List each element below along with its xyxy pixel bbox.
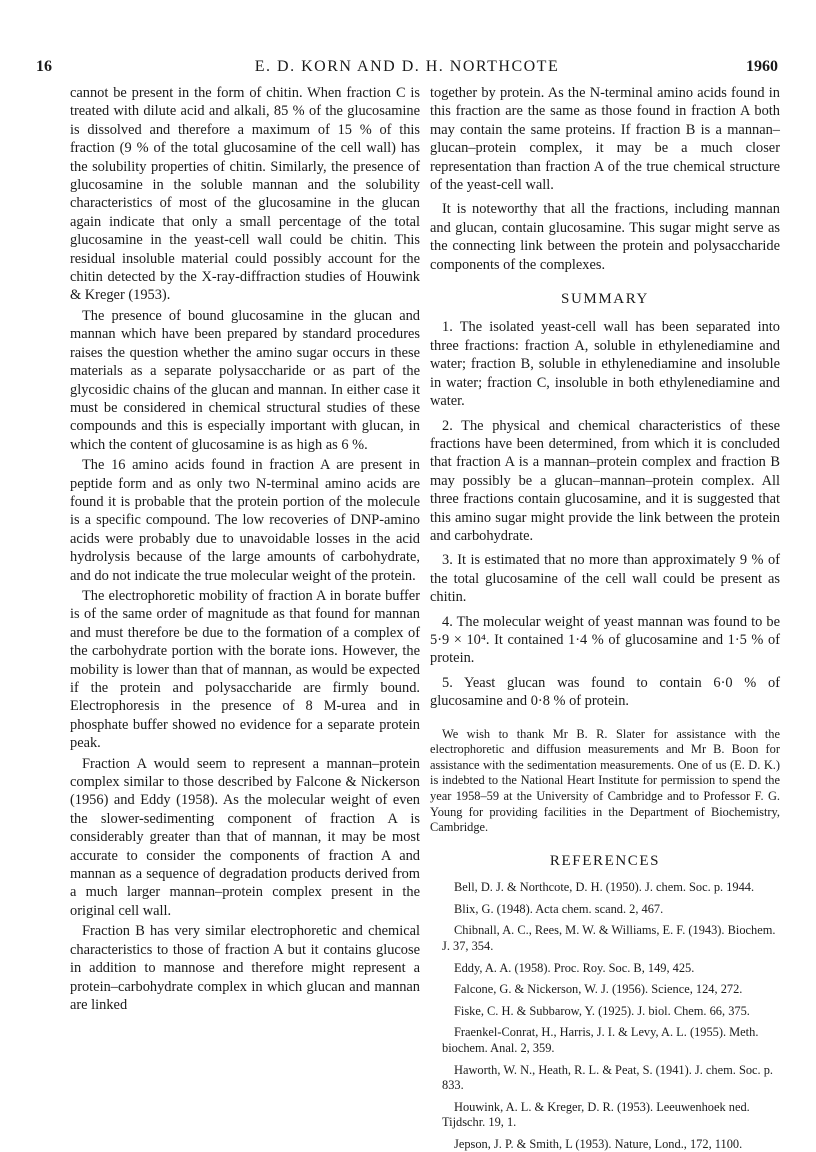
page-header: [36, 58, 778, 82]
paragraph: It is noteworthy that all the fractions, including mannan and glucan, contain glucosamine. This sugar might serve as the connecting link between the protein and polysaccharide components of the complexes.: [430, 201, 780, 273]
reference-item: Eddy, A. A. (1958). Proc. Roy. Soc. B, 149, 425.: [454, 960, 695, 975]
summary-item: 2. The physical and chemical characteristics of these fractions have been determined, from which it is concluded that fraction A is a mannan–protein complex and fraction B may possibly be a glucan–mannan–protein complex. All three fractions contain glucosamine, and it is suggested that this amino sugar might provide the link between the protein and carbohydrate.: [430, 417, 780, 544]
paragraph: The electrophoretic mobility of fraction A in borate buffer is of the same order of magnitude as that found for mannan and must therefore be due to the formation of a complex of the carbohydrate portion with the borate ions. However, the mobility is lower than that of mannan, as would be expected if the protein and polysaccharide are firmly bound. Electrophoresis in the presence of 8 M-urea and in phosphate buffer showed no evidence for a separate protein peak.: [70, 587, 420, 752]
summary-heading: SUMMARY: [561, 291, 649, 308]
paragraph: The 16 amino acids found in fraction A are present in peptide form and as only two N-terminal amino acids are found it is probable that the protein portion of the molecule is a specific compound. The low recoveries of DNP-amino acids were probably due to unavoidable losses in the acid hydrolysis because of the large amounts of carbohydrate, and do not indicate the true molecular weight of the protein.: [70, 457, 420, 584]
page-number: 16: [36, 58, 52, 75]
right-column: [430, 84, 780, 1152]
summary-item: 1. The isolated yeast-cell wall has been separated into three fractions: fraction A, soluble in ethylenediamine and water; fraction B, soluble in ethylenediamine and insoluble in water; fraction C, insoluble in both ethylenediamine and water.: [430, 319, 780, 410]
reference-list: [430, 880, 780, 1152]
reference-item: Bell, D. J. & Northcote, D. H. (1950). J. chem. Soc. p. 1944.: [454, 880, 755, 895]
paragraph: Fraction B has very similar electrophoretic and chemical characteristics to those of fraction A but it contains glucose in addition to mannose and therefore might represent a protein–carbohydrate complex in which glucan and mannan are linked: [70, 923, 420, 1013]
paragraph: The presence of bound glucosamine in the glucan and mannan which have been prepared by standard procedures raises the question whether the amino sugar occurs in these materials as a separate polysaccharide or as part of the glycosidic chains of the glucan and mannan. In either case it must be considered in chemical structural studies of these compounds and this is especially important with glucan, in which the content of glucosamine is as high as 6 %.: [70, 307, 420, 453]
paragraph: Fraction A would seem to represent a mannan–protein complex similar to those described by Falcone & Nickerson (1956) and Eddy (1958). As the molecular weight of even the slower-sedimenting component of fraction A is considerably greater than that of mannan, it may be most accurate to consider the components of fraction A and mannan as a sequence of degradation products derived from a much larger mannan–protein complex present in the original cell wall.: [70, 755, 420, 919]
volume-year: 1960: [746, 58, 778, 75]
reference-item: Haworth, W. N., Heath, R. L. & Peat, S. (1941). J. chem. Soc. p. 833.: [442, 1062, 774, 1093]
paragraph: cannot be present in the form of chitin. When fraction C is treated with dilute acid and alkali, 85 % of the glucosamine is dissolved and therefore a maximum of 15 % of this fraction (9 % of the total glucosamine of the cell wall) has the solubility properties of chitin. Similarly, the presence of glucosamine in the soluble mannan and the solubility characteristics of most of the glucosamine in the glucan again indicate that only a small percentage of the total glucosamine in the yeast-cell wall could be chitin. This residual insoluble material could possibly account for the chitin detected by the X-ray-diffraction studies of Houwink & Kreger (1953).: [70, 85, 420, 304]
reference-item: Fraenkel-Conrat, H., Harris, J. I. & Levy, A. L. (1955). Meth. biochem. Anal. 2, 359.: [442, 1025, 759, 1055]
reference-item: Fiske, C. H. & Subbarow, Y. (1925). J. biol. Chem. 66, 375.: [454, 1003, 750, 1018]
summary-item: 3. It is estimated that no more than approximately 9 % of the total glucosamine of the cell wall could be present as chitin.: [430, 552, 780, 606]
summary-item: 5. Yeast glucan was found to contain 6·0 % of glucosamine and 0·8 % of protein.: [430, 674, 780, 710]
references-heading: REFERENCES: [549, 852, 661, 869]
acknowledgement: We wish to thank Mr B. R. Slater for assistance with the electrophoretic and diffusion measurements and Mr B. Boon for assistance with the sedimentation measurements. One of us (E. D. K.) is indebted to the National Heart Institute for permission to spend the year 1958–59 at the University of Cambridge and to Professor F. G. Young for providing facilities in the Department of Biochemistry, Cambridge.: [430, 726, 780, 835]
left-column: [70, 84, 420, 1014]
reference-item: Blix, G. (1948). Acta chem. scand. 2, 467.: [454, 901, 664, 916]
paragraph: together by protein. As the N-terminal amino acids found in this fraction are the same as those found in fraction A both may contain the same proteins. If fraction B is a mannan–glucan–protein complex, it may be a much closer representation than fraction A of the true chemical structure of the yeast-cell wall.: [430, 85, 780, 194]
summary-item: 4. The molecular weight of yeast mannan was found to be 5·9 × 10⁴. It contained 1·4 % of glucosamine and 1·5 % of protein.: [430, 613, 780, 667]
reference-item: Falcone, G. & Nickerson, W. J. (1956). Science, 124, 272.: [454, 982, 743, 997]
reference-item: Chibnall, A. C., Rees, M. W. & Williams, E. F. (1943). Biochem. J. 37, 354.: [442, 923, 776, 953]
reference-item: Houwink, A. L. & Kreger, D. R. (1953). Leeuwenhoek ned. Tijdschr. 19, 1.: [442, 1099, 750, 1130]
running-title: E. D. KORN AND D. H. NORTHCOTE: [254, 58, 560, 75]
reference-item: Jepson, J. P. & Smith, L (1953). Nature, Lond., 172, 1100.: [454, 1136, 743, 1151]
